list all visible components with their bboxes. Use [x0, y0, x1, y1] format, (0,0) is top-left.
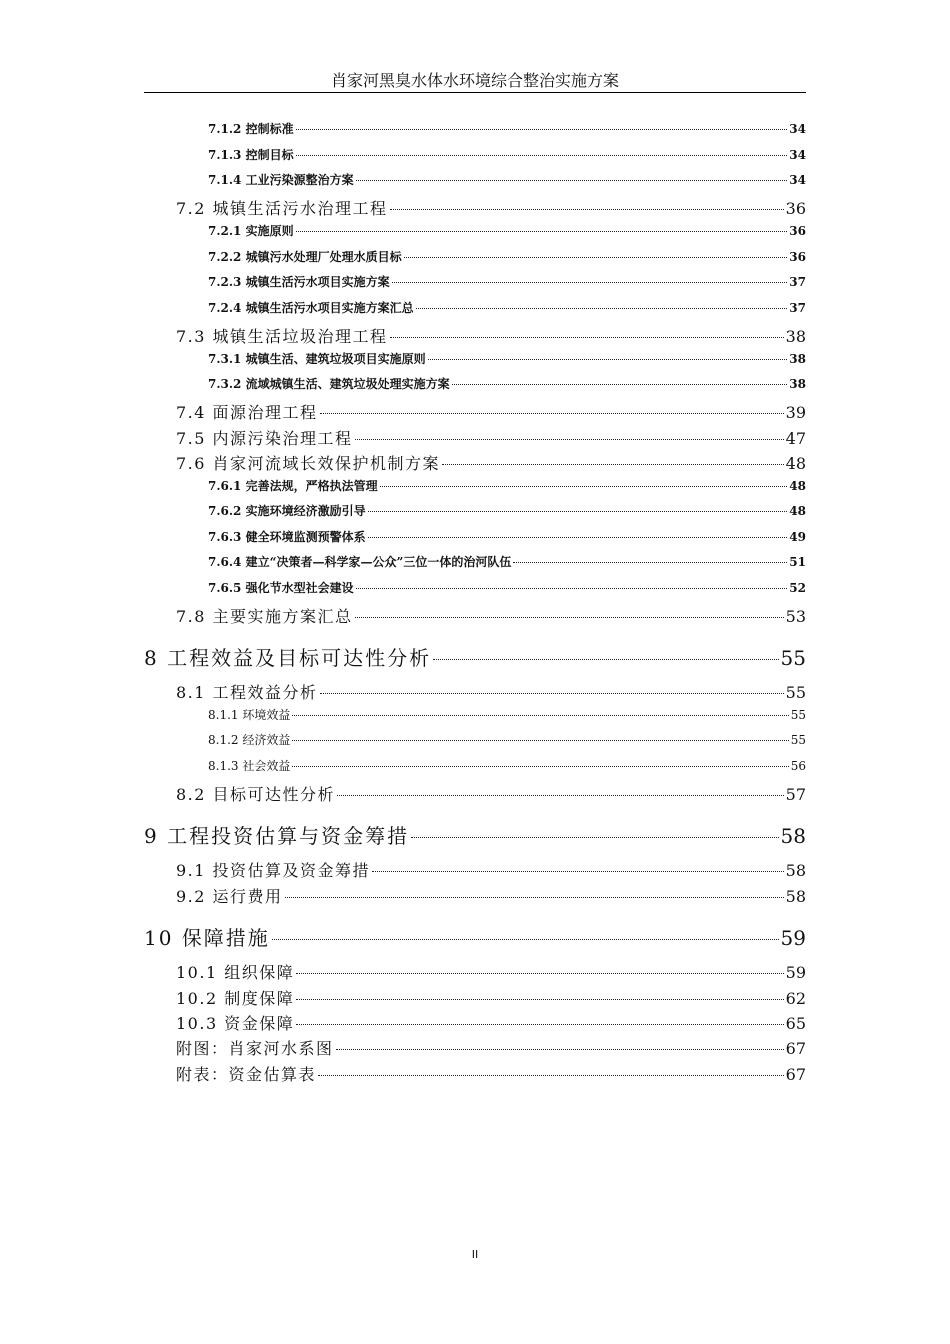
- toc-entry-page-number: 55: [780, 646, 806, 670]
- toc-entry[interactable]: [208, 146, 806, 163]
- toc-entry-page-number: 65: [785, 1014, 806, 1033]
- toc-entry-label: 8 工程效益及目标可达性分析: [144, 646, 432, 670]
- toc-entry-page-number: 55: [790, 708, 806, 722]
- toc-entry-label: 7.6.3 健全环境监测预警体系: [208, 530, 366, 544]
- toc-entry-page-number: 36: [789, 250, 806, 264]
- toc-dot-leader: [390, 337, 784, 338]
- toc-entry-page-number: 52: [789, 581, 806, 595]
- toc-entry-label: 8.1.3 社会效益: [208, 759, 291, 773]
- toc-dot-leader: [368, 537, 788, 538]
- toc-entry[interactable]: [208, 528, 806, 545]
- toc-entry-page-number: 34: [789, 173, 806, 187]
- toc-entry-page-number: 48: [789, 479, 806, 493]
- toc-entry-page-number: 67: [785, 1039, 806, 1058]
- toc-entry[interactable]: [208, 502, 806, 519]
- toc-entry[interactable]: [208, 731, 806, 748]
- toc-entry[interactable]: [208, 171, 806, 188]
- toc-dot-leader: [320, 693, 784, 694]
- toc-dot-leader: [355, 617, 784, 618]
- toc-entry-page-number: 51: [789, 555, 806, 569]
- toc-entry-page-number: 48: [785, 454, 806, 473]
- toc-entry[interactable]: [208, 477, 806, 494]
- page-number: II: [471, 1248, 479, 1261]
- toc-dot-leader: [368, 511, 788, 512]
- toc-entry-label: 9 工程投资估算与资金筹措: [144, 824, 410, 848]
- toc-entry[interactable]: [144, 922, 806, 951]
- toc-entry[interactable]: [208, 120, 806, 137]
- toc-dot-leader: [390, 209, 784, 210]
- toc-entry-label: 7.2.4 城镇生活污水项目实施方案汇总: [208, 301, 414, 315]
- toc-entry-page-number: 38: [785, 327, 806, 346]
- toc-entry[interactable]: [176, 604, 806, 627]
- toc-entry-page-number: 37: [789, 275, 806, 289]
- toc-dot-leader: [452, 384, 788, 385]
- toc-entry-page-number: 34: [789, 148, 806, 162]
- toc-dot-leader: [513, 562, 787, 563]
- toc-entry-page-number: 59: [785, 963, 806, 982]
- toc-entry-label: 10.1 组织保障: [176, 963, 295, 982]
- toc-entry[interactable]: [176, 1036, 806, 1059]
- toc-entry-label: 9.2 运行费用: [176, 887, 283, 906]
- toc-entry-label: 7.3.2 流域城镇生活、建筑垃圾处理实施方案: [208, 377, 450, 391]
- toc-entry-label: 7.3.1 城镇生活、建筑垃圾项目实施原则: [208, 352, 426, 366]
- toc-entry-page-number: 36: [785, 199, 806, 218]
- toc-dot-leader: [442, 464, 784, 465]
- toc-entry-page-number: 39: [785, 403, 806, 422]
- toc-dot-leader: [296, 973, 783, 974]
- toc-dot-leader: [356, 180, 788, 181]
- toc-entry-label: 7.1.4 工业污染源整治方案: [208, 173, 354, 187]
- toc-entry[interactable]: [176, 986, 806, 1009]
- toc-entry-page-number: 38: [789, 377, 806, 391]
- toc-entry[interactable]: [176, 324, 806, 347]
- toc-entry-label: 8.1.2 经济效益: [208, 733, 291, 747]
- toc-dot-leader: [272, 939, 779, 940]
- toc-dot-leader: [292, 766, 788, 767]
- toc-entry[interactable]: [208, 350, 806, 367]
- toc-dot-leader: [336, 1049, 784, 1050]
- toc-entry[interactable]: [176, 884, 806, 907]
- toc-entry-label: 10.2 制度保障: [176, 989, 295, 1008]
- toc-entry-label: 7.6.1 完善法规，严格执法管理: [208, 479, 378, 493]
- toc-entry-page-number: 55: [785, 683, 806, 702]
- toc-entry[interactable]: [176, 1062, 806, 1085]
- toc-dot-leader: [372, 871, 784, 872]
- toc-dot-leader: [292, 740, 788, 741]
- toc-entry-page-number: 38: [789, 352, 806, 366]
- toc-entry-label: 7.2.2 城镇污水处理厂处理水质目标: [208, 250, 402, 264]
- toc-entry-label: 7.2.3 城镇生活污水项目实施方案: [208, 275, 390, 289]
- toc-entry[interactable]: [208, 757, 806, 774]
- toc-entry-label: 7.2 城镇生活污水治理工程: [176, 199, 388, 218]
- toc-dot-leader: [356, 588, 788, 589]
- toc-entry-page-number: 59: [780, 926, 806, 950]
- toc-entry-label: 7.1.2 控制标准: [208, 122, 294, 136]
- toc-dot-leader: [318, 1075, 784, 1076]
- toc-dot-leader: [296, 129, 788, 130]
- toc-entry[interactable]: [176, 451, 806, 474]
- toc-entry[interactable]: [176, 196, 806, 219]
- toc-entry[interactable]: [208, 248, 806, 265]
- toc-entry-label: 7.2.1 实施原则: [208, 224, 294, 238]
- toc-entry-label: 7.4 面源治理工程: [176, 403, 318, 422]
- toc-entry[interactable]: [176, 1011, 806, 1034]
- toc-dot-leader: [292, 715, 788, 716]
- toc-entry[interactable]: [176, 426, 806, 449]
- toc-entry-page-number: 57: [785, 785, 806, 804]
- toc-entry[interactable]: [208, 375, 806, 392]
- toc-entry-label: 7.1.3 控制目标: [208, 148, 294, 162]
- toc-entry-page-number: 55: [790, 733, 806, 747]
- toc-dot-leader: [411, 837, 778, 838]
- toc-dot-leader: [296, 155, 788, 156]
- toc-dot-leader: [380, 486, 788, 487]
- toc-entry[interactable]: [208, 273, 806, 290]
- toc-entry[interactable]: [176, 400, 806, 423]
- toc-entry[interactable]: [176, 782, 806, 805]
- toc-dot-leader: [285, 897, 784, 898]
- toc-entry-label: 7.6.5 强化节水型社会建设: [208, 581, 354, 595]
- toc-dot-leader: [416, 308, 788, 309]
- toc-entry-label: 7.8 主要实施方案汇总: [176, 607, 353, 626]
- toc-entry-page-number: 58: [780, 824, 806, 848]
- toc-entry[interactable]: [176, 680, 806, 703]
- toc-entry-label: 8.1.1 环境效益: [208, 708, 291, 722]
- toc-dot-leader: [337, 795, 784, 796]
- toc-entry[interactable]: [144, 820, 806, 849]
- toc-entry-page-number: 62: [785, 989, 806, 1008]
- toc-entry[interactable]: [144, 642, 806, 671]
- toc-entry-label: 10 保障措施: [144, 926, 270, 950]
- toc-entry-page-number: 47: [785, 429, 806, 448]
- toc-entry-page-number: 53: [785, 607, 806, 626]
- toc-entry[interactable]: [208, 553, 806, 570]
- toc-entry-label: 7.5 内源污染治理工程: [176, 429, 353, 448]
- toc-entry-label: 7.3 城镇生活垃圾治理工程: [176, 327, 388, 346]
- toc-entry-label: 附表：资金估算表: [176, 1065, 317, 1084]
- toc-dot-leader: [404, 257, 788, 258]
- page-header-title: 肖家河黑臭水体水环境综合整治实施方案: [330, 71, 619, 90]
- toc-dot-leader: [428, 359, 788, 360]
- toc-dot-leader: [320, 413, 784, 414]
- toc-entry-label: 9.1 投资估算及资金筹措: [176, 861, 371, 880]
- toc-entry-page-number: 67: [785, 1065, 806, 1084]
- toc-dot-leader: [355, 439, 784, 440]
- toc-entry-label: 8.1 工程效益分析: [176, 683, 318, 702]
- toc-entry-page-number: 49: [789, 530, 806, 544]
- toc-dot-leader: [433, 659, 778, 660]
- toc-entry-page-number: 36: [789, 224, 806, 238]
- toc-entry[interactable]: [208, 299, 806, 316]
- toc-entry-label: 7.6.4 建立“决策者—科学家—公众”三位一体的治河队伍: [208, 555, 512, 569]
- toc-dot-leader: [296, 231, 788, 232]
- toc-entry-page-number: 58: [785, 861, 806, 880]
- toc-entry-label: 7.6 肖家河流域长效保护机制方案: [176, 454, 441, 473]
- toc-entry[interactable]: [208, 706, 806, 723]
- toc-entry-page-number: 48: [789, 504, 806, 518]
- toc-entry[interactable]: [176, 858, 806, 881]
- toc-entry-page-number: 56: [790, 759, 806, 773]
- toc-entry-page-number: 37: [789, 301, 806, 315]
- toc-entry-page-number: 58: [785, 887, 806, 906]
- toc-entry[interactable]: [208, 222, 806, 239]
- toc-entry-label: 10.3 资金保障: [176, 1014, 295, 1033]
- toc-entry-label: 附图：肖家河水系图: [176, 1039, 334, 1058]
- toc-entry-label: 8.2 目标可达性分析: [176, 785, 336, 804]
- toc-entry[interactable]: [176, 960, 806, 983]
- toc-entry-page-number: 34: [789, 122, 806, 136]
- toc-entry[interactable]: [208, 579, 806, 596]
- toc-dot-leader: [296, 999, 783, 1000]
- toc-dot-leader: [392, 282, 788, 283]
- toc-entry-label: 7.6.2 实施环境经济激励引导: [208, 504, 366, 518]
- toc-dot-leader: [296, 1024, 783, 1025]
